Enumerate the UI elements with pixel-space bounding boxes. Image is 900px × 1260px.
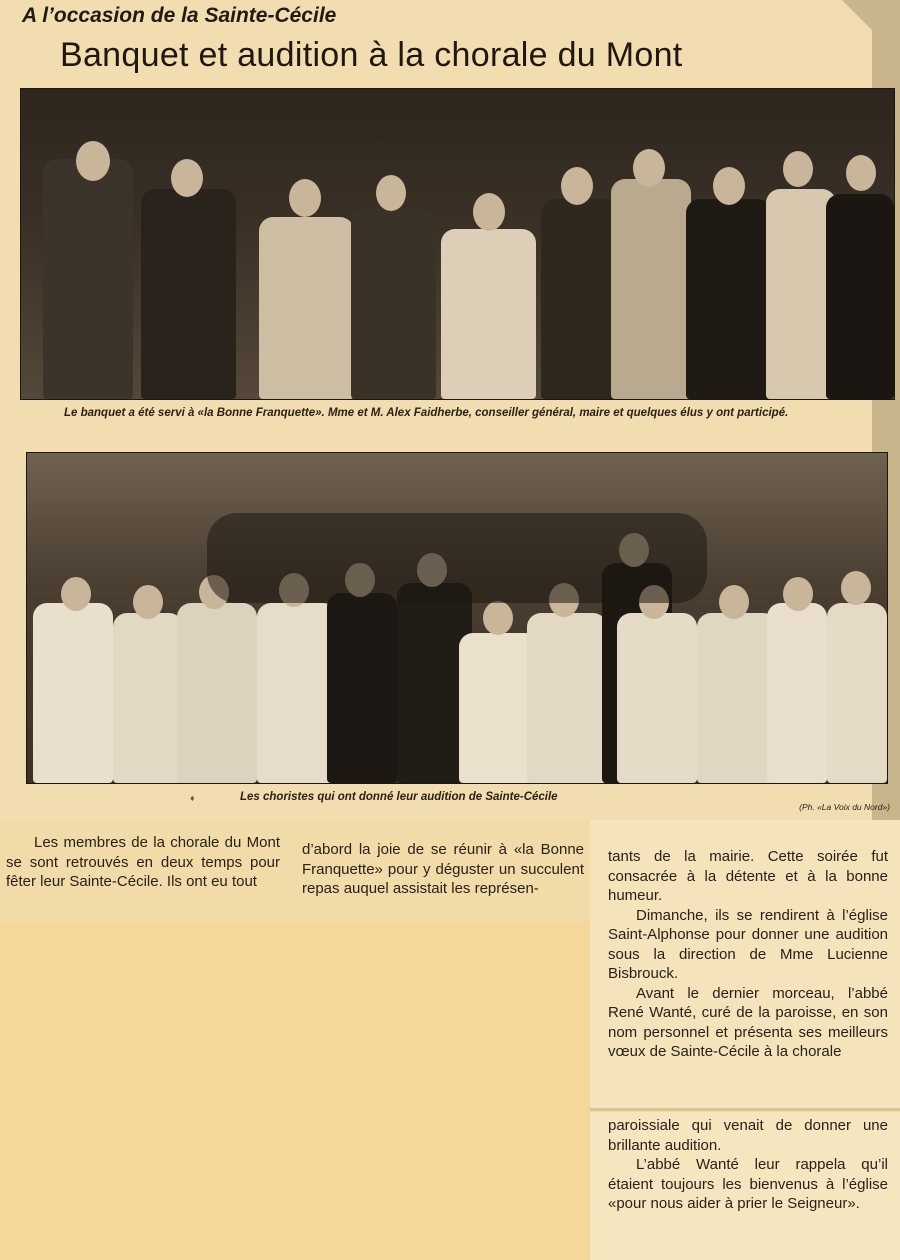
- paragraph: d’abord la joie de se réunir à «la Bonne Franquette» pour y déguster un succulent repas auquel assistait les représen-: [302, 841, 584, 897]
- paragraph: tants de la mairie. Cette soirée fut consacrée à la détente et à la bonne humeur.: [608, 848, 888, 904]
- banquet-photo: [20, 88, 895, 400]
- clipping-separator: [590, 1108, 900, 1111]
- paragraph: Dimanche, ils se rendirent à l’église Saint-Alphonse pour donner une audition sous la direction de Mme Lucienne Bisbrouck.: [608, 906, 888, 982]
- body-column-2: [302, 840, 584, 899]
- body-column-4: [608, 1116, 888, 1214]
- paragraph: paroissiale qui venait de donner une brillante audition.: [608, 1117, 888, 1154]
- banquet-photo-caption: Le banquet a été servi à «la Bonne Franquette». Mme et M. Alex Faidherbe, conseiller général, maire et quelques élus y ont participé.: [64, 407, 789, 419]
- body-column-3: [608, 847, 888, 1062]
- article-headline: Banquet et audition à la chorale du Mont: [60, 36, 683, 74]
- torn-corner: [842, 0, 872, 30]
- photo-credit: (Ph. «La Voix du Nord»): [799, 802, 890, 812]
- paragraph: Avant le dernier morceau, l’abbé René Wanté, curé de la paroisse, en son nom personnel et présenta ses meilleurs vœux de Sainte-Cécile à la chorale: [608, 984, 888, 1060]
- body-column-1: [6, 833, 280, 892]
- paragraph: L’abbé Wanté leur rappela qu’il étaient toujours les bienvenus à l’église «pour nous aider à prier le Seigneur».: [608, 1156, 888, 1212]
- paragraph: Les membres de la chorale du Mont se sont retrouvés en deux temps pour fêter leur Sainte-Cécile. Ils ont eu tout: [6, 834, 280, 890]
- choir-photo-caption: Les choristes qui ont donné leur audition de Sainte-Cécile: [240, 791, 558, 803]
- bullet-mark: ♦: [190, 793, 195, 803]
- choir-photo: [26, 452, 888, 784]
- article-kicker: A l’occasion de la Sainte-Cécile: [22, 4, 337, 27]
